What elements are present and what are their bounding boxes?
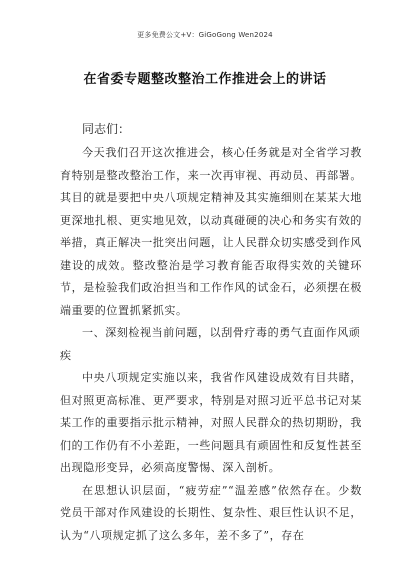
- paragraph-intro: 今天我们召开这次推进会，核心任务就是对全省学习教育特别是整改整治工作，来一次再审视、再动员、再部署。其目的就是要把中央八项规定精神及其实施细则在某某大地更深地扎根、更实地见效，以动真碰硬的决心和务实有效的举措，真正解决一批突出问题，让人民群众切实感受到作风建设的成效。整改整治是学习教育能否取得实效的关键环节，是检验我们政治担当和工作作风的试金石，必须摆在极端重要的位置抓紧抓实。: [60, 146, 362, 317]
- header-note: 更多免费公文+V：GiGoGong Wen2024: [137, 31, 273, 39]
- paragraph-thinking: 在思想认识层面，“疲劳症”“温差感”依然存在。少数党员干部对作风建设的长期性、复杂性、艰巨性认识不足，认为“八项规定抓了这么多年，差不多了”，存在: [60, 483, 362, 542]
- document-body: [60, 118, 362, 547]
- paragraph-problems: 中央八项规定实施以来，我省作风建设成效有目共睹，但对照更高标准、更严要求，特别是对照习近平总书记对某某工作的重要指示批示精神，对照人民群众的热切期盼，我们的工作仍有不小差距，一些问题具有顽固性和反复性甚至出现隐形变异，必须高度警惕、深入剖析。: [60, 371, 362, 474]
- document-title: 在省委专题整改整治工作推进会上的讲话: [83, 72, 327, 87]
- salutation: 同志们：: [82, 122, 131, 136]
- section-heading-1: 一、深刻检视当前问题，以刮骨疗毒的勇气直面作风顽疾: [60, 326, 361, 362]
